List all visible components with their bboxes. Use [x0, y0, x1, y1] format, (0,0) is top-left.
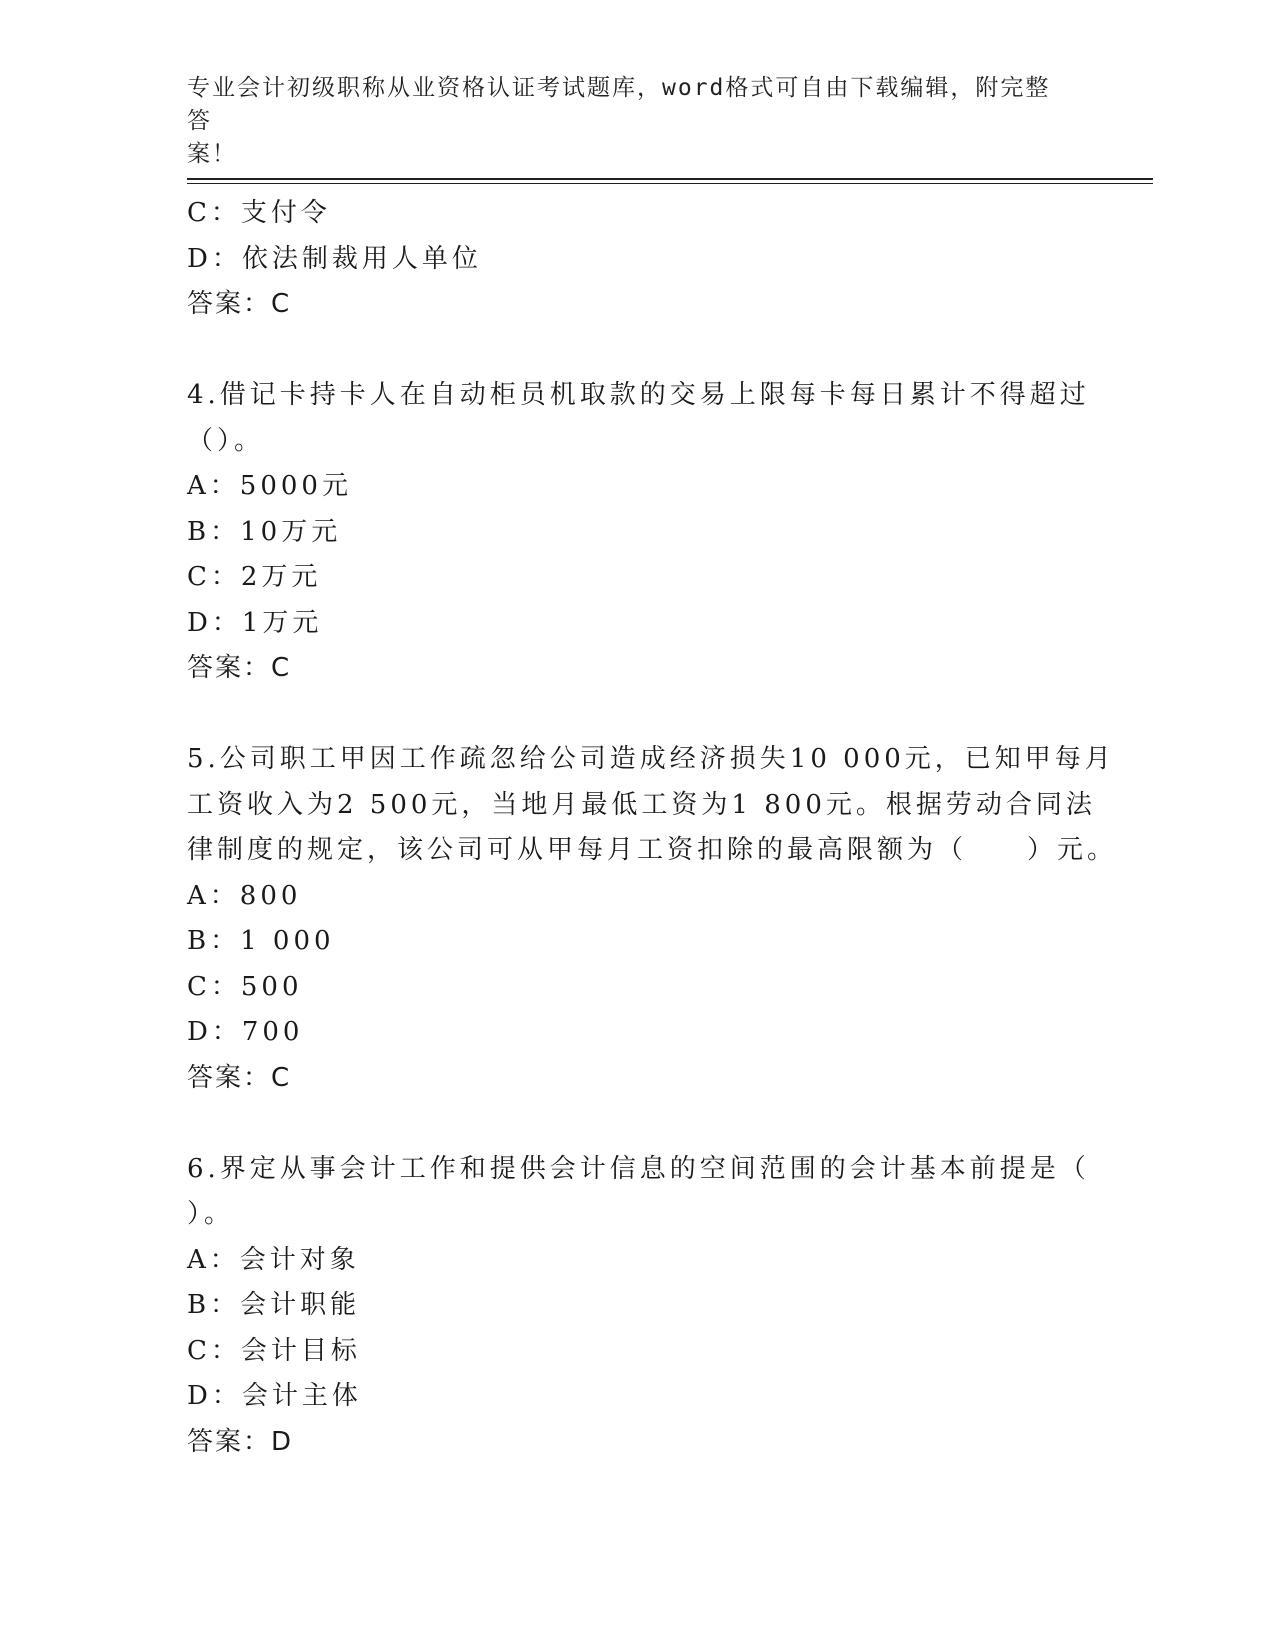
option-d: D：依法制裁用人单位: [187, 243, 482, 274]
answer-label: 答案：C: [187, 653, 292, 683]
question-text-line: ）。: [187, 1199, 235, 1229]
option-b: B：会计职能: [187, 1290, 361, 1320]
spacer: [187, 692, 1087, 738]
option-c: C：支付令: [187, 198, 331, 228]
option-d: D：700: [187, 1017, 304, 1047]
spacer: [187, 328, 1087, 374]
question-text-line: 4.借记卡持卡人在自动柜员机取款的交易上限每卡每日累计不得超过: [187, 380, 1090, 410]
option-b: B：10万元: [187, 516, 342, 547]
answer-label: 答案：D: [187, 1426, 294, 1457]
question-text-line: 5.公司职工甲因工作疏忽给公司造成经济损失10 000元，已知甲每月: [187, 744, 1115, 774]
question-4: [187, 373, 1090, 692]
answer-label: 答案：C: [187, 1062, 292, 1093]
question-3-tail: [187, 191, 1087, 328]
header-title-line2: 案！: [187, 141, 237, 167]
option-b: B：1 000: [187, 926, 335, 956]
question-text-line: 6.界定从事会计工作和提供会计信息的空间范围的会计基本前提是（: [187, 1153, 1090, 1184]
question-text-line: 工资收入为2 500元，当地月最低工资为1 800元。根据劳动合同法: [187, 789, 1096, 820]
question-text-line: 律制度的规定，该公司可从甲每月工资扣除的最高限额为（ ）元。: [187, 835, 1118, 865]
option-a: A：会计对象: [187, 1244, 360, 1275]
question-text-line: （）。: [187, 425, 265, 456]
option-d: D：会计主体: [187, 1381, 362, 1411]
option-c: C：500: [187, 971, 303, 1002]
header-divider-thin: [187, 183, 1153, 184]
question-6: [187, 1147, 1090, 1466]
page-header: [187, 72, 1067, 171]
header-divider-thick: [187, 178, 1153, 180]
option-c: C：2万元: [187, 562, 322, 592]
header-title-line1: 专业会计初级职称从业资格认证考试题库，word格式可自由下载编辑，附完整答: [187, 75, 1051, 134]
option-a: A：5000元: [187, 471, 352, 501]
option-d: D：1万元: [187, 607, 323, 638]
option-c: C：会计目标: [187, 1335, 361, 1366]
spacer: [187, 1101, 1087, 1147]
question-list: [187, 191, 1118, 1465]
answer-label: 答案：C: [187, 289, 292, 319]
option-a: A：800: [187, 880, 302, 911]
question-5: [187, 737, 1118, 1101]
